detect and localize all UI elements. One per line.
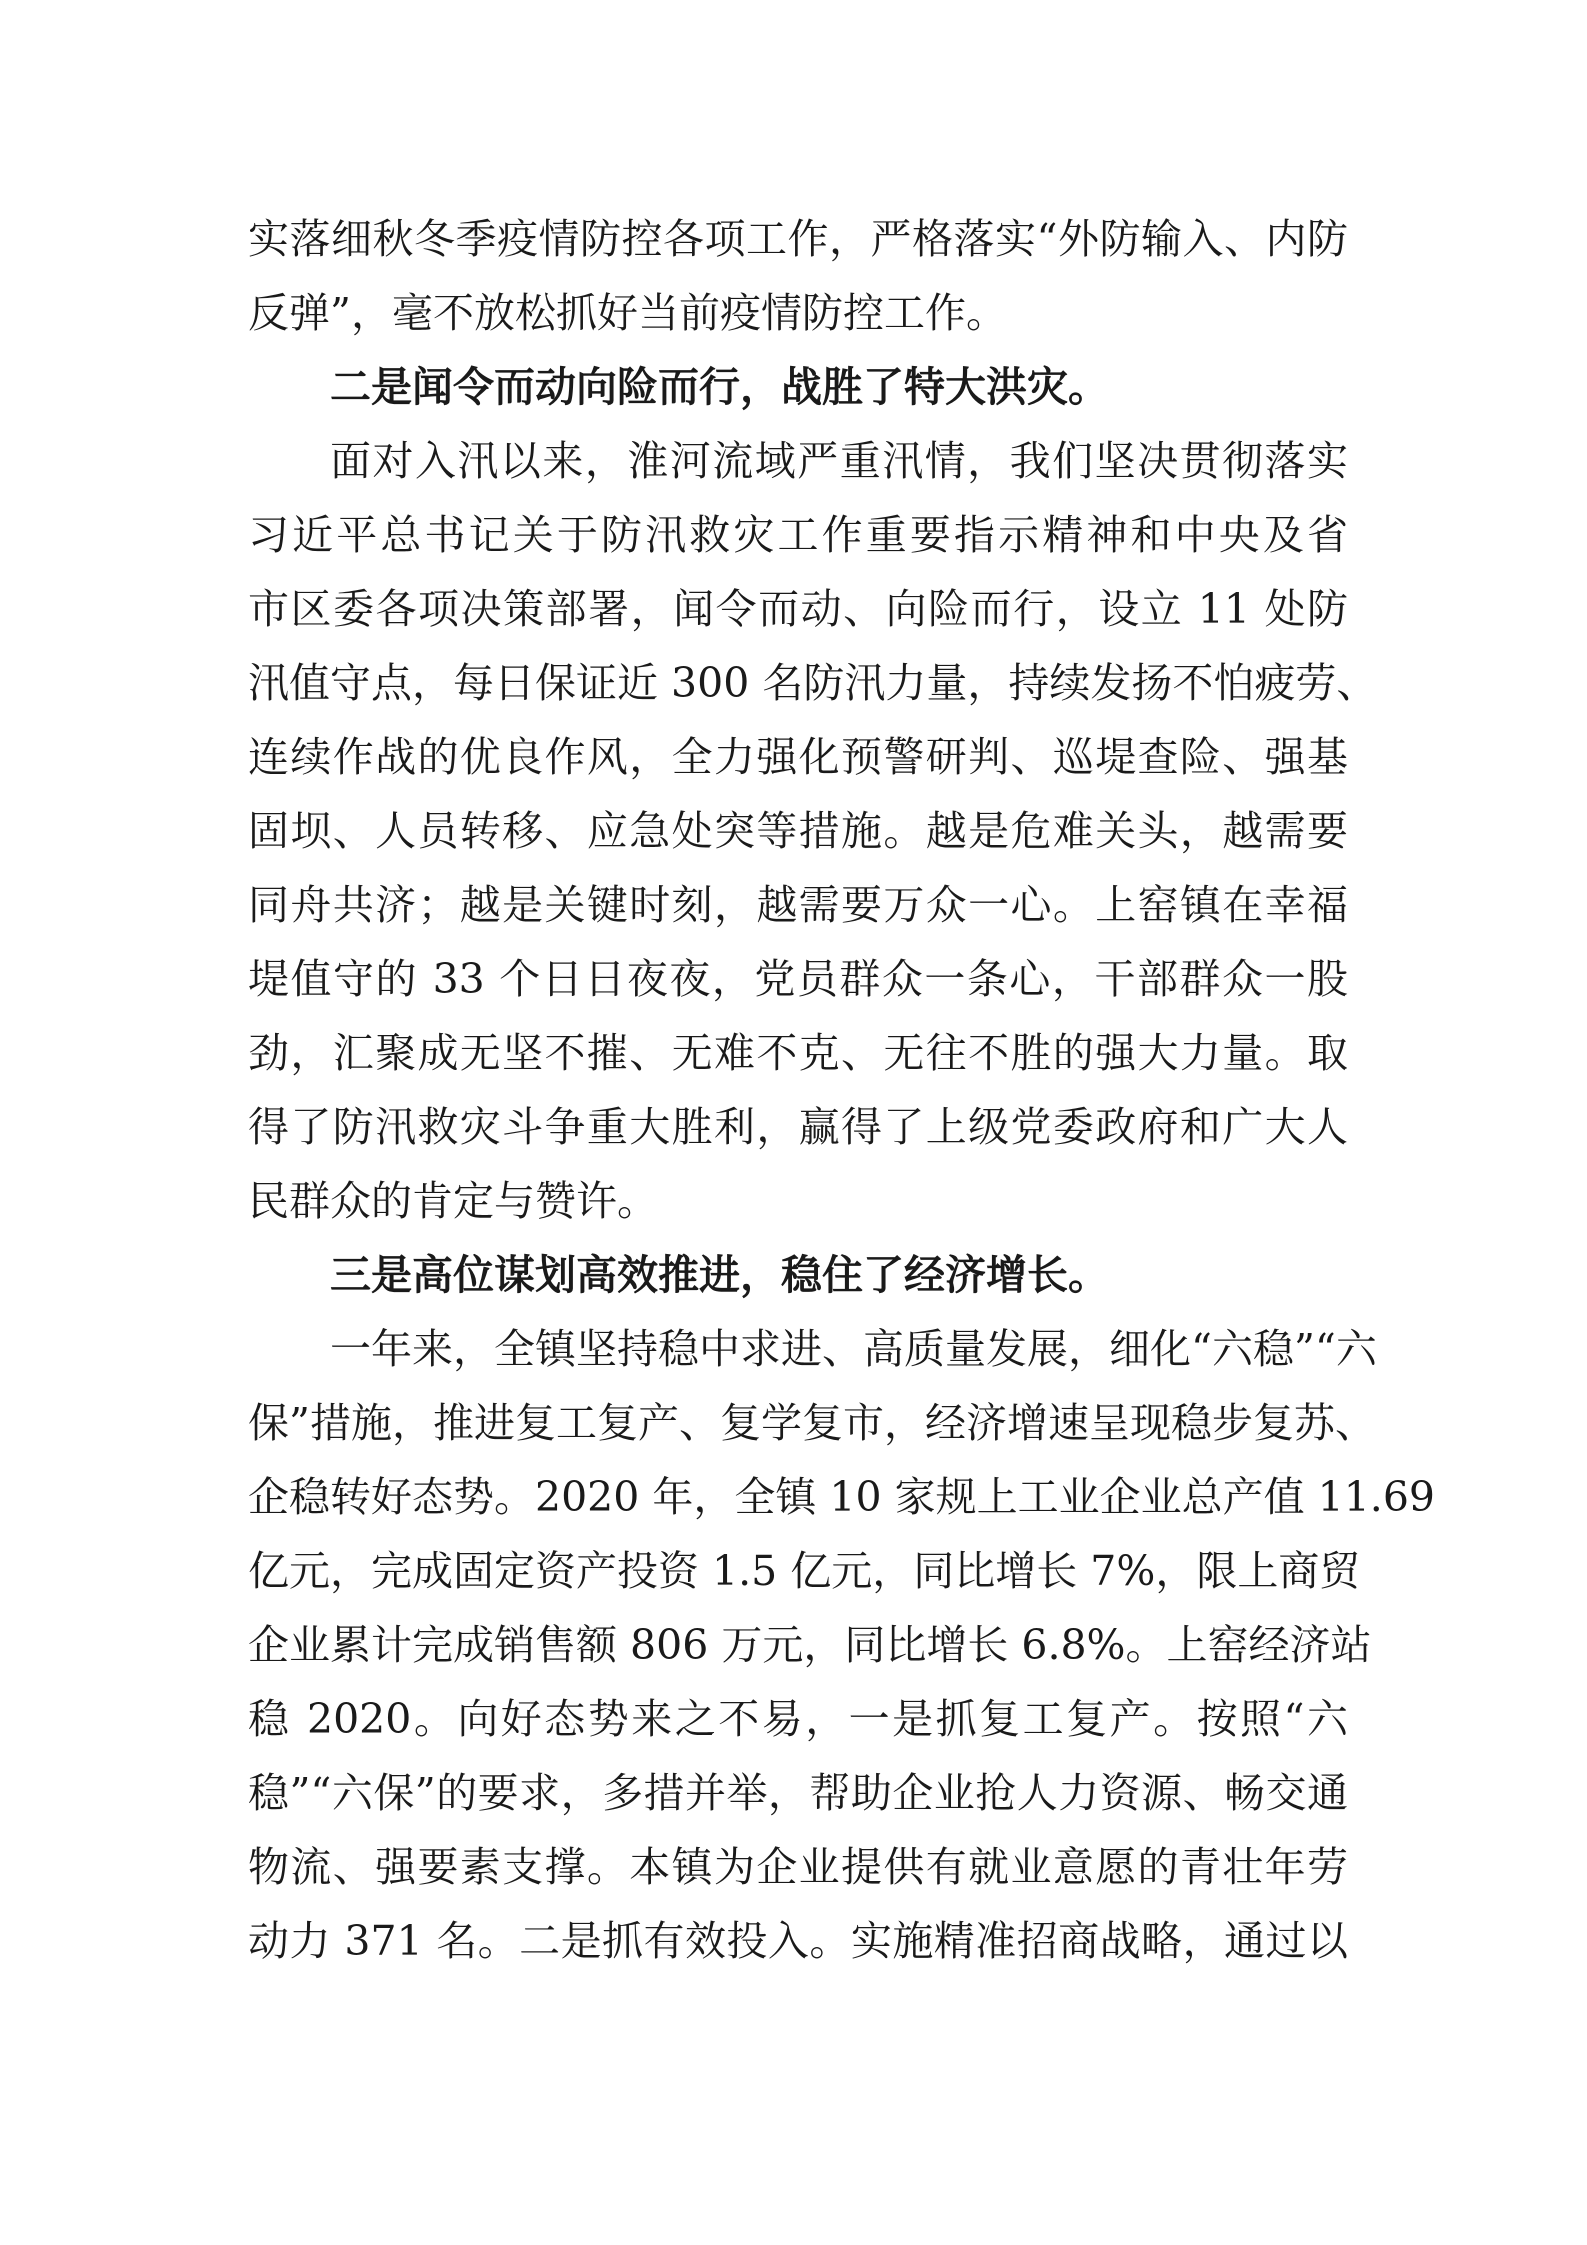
text-line: 亿元，完成固定资产投资 1.5 亿元，同比增长 7%，限上商贸 [248, 1547, 1361, 1595]
text-line: 企业累计完成销售额 806 万元，同比增长 6.8%。上窑经济站 [248, 1621, 1372, 1669]
text-line: 物流、强要素支撑。本镇为企业提供有就业意愿的青壮年劳 [248, 1843, 1348, 1891]
text-line: 实落细秋冬季疫情防控各项工作，严格落实“外防输入、内防 [248, 215, 1348, 263]
section-heading: 二是闻令而动向险而行，战胜了特大洪灾。 [330, 363, 1109, 411]
text-line: 连续作战的优良作风，全力强化预警研判、巡堤查险、强基 [248, 733, 1348, 781]
text-line: 得了防汛救灾斗争重大胜利，赢得了上级党委政府和广大人 [248, 1103, 1348, 1151]
text-line: 习近平总书记关于防汛救灾工作重要指示精神和中央及省 [248, 511, 1348, 559]
text-line: 市区委各项决策部署，闻令而动、向险而行，设立 11 处防 [248, 585, 1348, 633]
text-line: 面对入汛以来，淮河流域严重汛情，我们坚决贯彻落实 [330, 437, 1348, 485]
text-line: 同舟共济；越是关键时刻，越需要万众一心。上窑镇在幸福 [248, 881, 1348, 929]
text-line: 民群众的肯定与赞许。 [248, 1177, 658, 1225]
text-line: 动力 371 名。二是抓有效投入。实施精准招商战略，通过以 [248, 1917, 1348, 1965]
text-line: 保”措施，推进复工复产、复学复市，经济增速呈现稳步复苏、 [248, 1399, 1376, 1447]
text-line: 劲，汇聚成无坚不摧、无难不克、无往不胜的强大力量。取 [248, 1029, 1348, 1077]
text-line: 稳”“六保”的要求，多措并举，帮助企业抢人力资源、畅交通 [248, 1769, 1348, 1817]
text-line: 堤值守的 33 个日日夜夜，党员群众一条心，干部群众一股 [248, 955, 1348, 1003]
text-line: 稳 2020。向好态势来之不易，一是抓复工复产。按照“六 [248, 1695, 1348, 1743]
text-line: 反弹”，毫不放松抓好当前疫情防控工作。 [248, 289, 1007, 337]
section-heading: 三是高位谋划高效推进，稳住了经济增长。 [330, 1251, 1109, 1299]
text-line: 一年来，全镇坚持稳中求进、高质量发展，细化“六稳”“六 [330, 1325, 1377, 1373]
text-line: 企稳转好态势。2020 年，全镇 10 家规上工业企业总产值 11.69 [248, 1473, 1436, 1521]
text-line: 固坝、人员转移、应急处突等措施。越是危难关头，越需要 [248, 807, 1348, 855]
text-line: 汛值守点，每日保证近 300 名防汛力量，持续发扬不怕疲劳、 [248, 659, 1378, 707]
